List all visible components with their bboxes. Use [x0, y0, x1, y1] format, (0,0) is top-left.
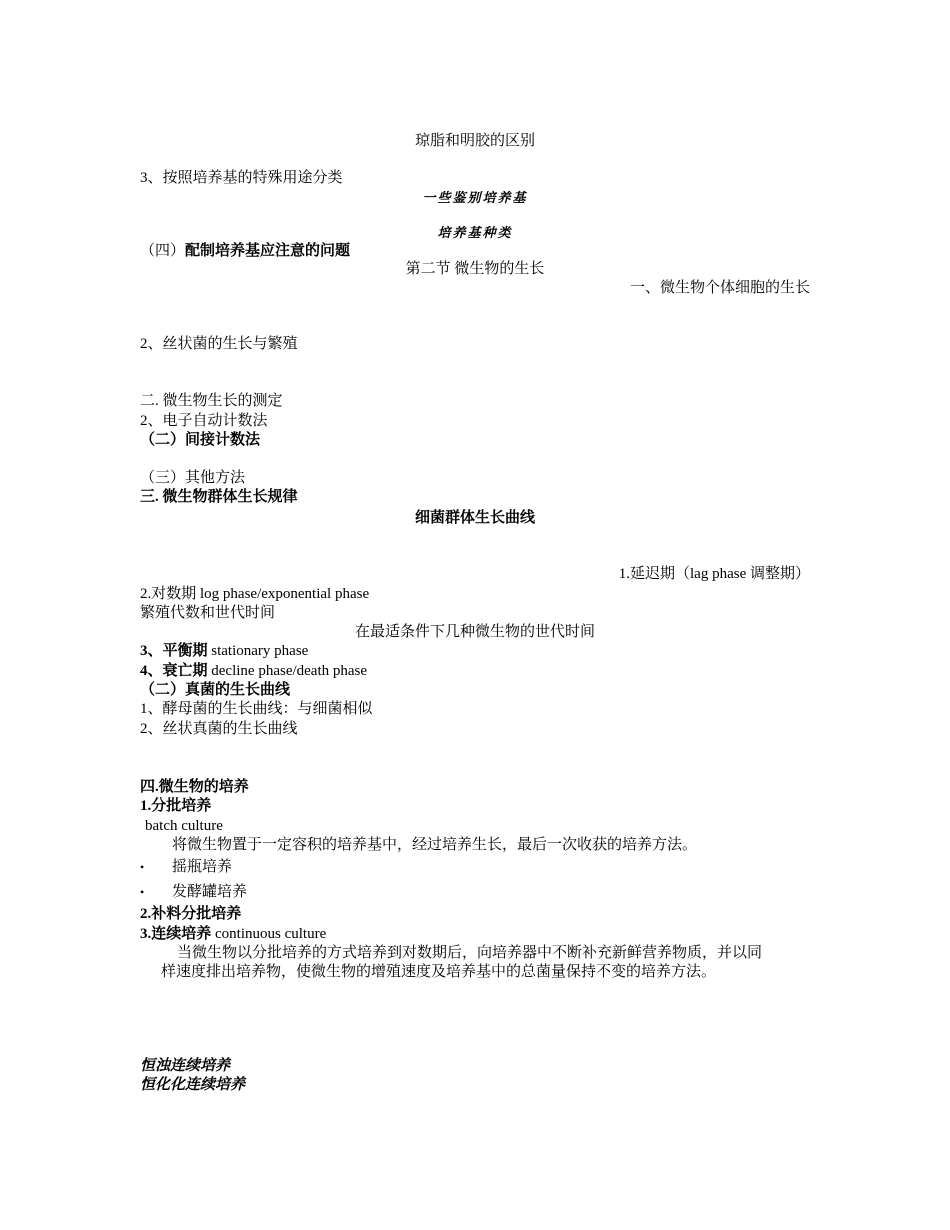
- item-stationary-label: 3、平衡期: [140, 643, 208, 659]
- heading-continuous-culture: [140, 925, 326, 944]
- heading-indirect-count: （二）间接计数法: [140, 432, 261, 448]
- item-stationary-phase: [140, 642, 308, 661]
- item-decline-label: 4、衰亡期: [140, 663, 208, 679]
- bullet-icon: •: [140, 885, 145, 899]
- item-filamentous-curve: 2、丝状真菌的生长曲线: [140, 721, 298, 737]
- heading-generation-time-table: 在最适条件下几种微生物的世代时间: [354, 624, 595, 640]
- section-title: 配制培养基应注意的问题: [185, 243, 351, 259]
- section-number: （四）: [140, 243, 186, 259]
- heading-chemostat: 恒化化连续培养: [140, 1077, 246, 1093]
- item-filamentous-growth: 2、丝状菌的生长与繁殖: [140, 336, 298, 352]
- heading-fungal-curve: （二）真菌的生长曲线: [140, 682, 291, 698]
- heading-differential-media: 一些鉴别培养基: [422, 190, 528, 205]
- continuous-definition-line1: 当微生物以分批培养的方式培养到对数期后，向培养器中不断补充新鲜营养物质，并以同: [177, 945, 763, 961]
- heading-other-methods: （三）其他方法: [140, 470, 246, 486]
- heading-individual-growth: 一、微生物个体细胞的生长: [629, 280, 810, 296]
- item-yeast-curve: 1、酵母菌的生长曲线：与细菌相似: [140, 701, 373, 717]
- section-medium-notes: [140, 242, 350, 261]
- item-stationary-english: stationary phase: [207, 643, 309, 659]
- heading-bacterial-curve: 细菌群体生长曲线: [414, 510, 535, 526]
- item-electronic-count: 2、电子自动计数法: [140, 413, 268, 429]
- heading-fed-batch: 2.补料分批培养: [140, 906, 242, 922]
- item-lag-phase: 1.延迟期（lag phase 调整期）: [618, 566, 810, 582]
- heading-media-types: 培养基种类: [437, 225, 513, 240]
- continuous-label: 3.连续培养: [140, 926, 212, 942]
- heading-turbidostat: 恒浊连续培养: [140, 1058, 231, 1074]
- continuous-definition-line2: 样速度排出培养物，使微生物的增殖速度及培养基中的总菌量保持不变的培养方法。: [161, 964, 717, 980]
- item-log-phase: 2.对数期 log phase/exponential phase: [140, 586, 370, 602]
- batch-culture-definition: 将微生物置于一定容积的培养基中，经过培养生长，最后一次收获的培养方法。: [172, 837, 698, 853]
- heading-agar-gelatin: 琼脂和明胶的区别: [414, 133, 535, 149]
- heading-growth-measurement: 二. 微生物生长的测定: [140, 393, 283, 409]
- item-special-purpose: 3、按照培养基的特殊用途分类: [140, 170, 343, 186]
- bullet-icon: •: [140, 860, 145, 874]
- item-generation-time: 繁殖代数和世代时间: [140, 605, 276, 621]
- list-item-shake-flask: 摇瓶培养: [172, 859, 233, 875]
- chapter-heading: 第二节 微生物的生长: [405, 261, 545, 277]
- batch-culture-english: batch culture: [145, 818, 223, 834]
- heading-cultivation: 四.微生物的培养: [140, 779, 249, 795]
- heading-batch-culture: 1.分批培养: [140, 798, 212, 814]
- continuous-english: continuous culture: [211, 926, 327, 942]
- item-decline-english: decline phase/death phase: [207, 663, 368, 679]
- list-item-fermenter: 发酵罐培养: [172, 884, 248, 900]
- item-decline-phase: [140, 662, 367, 681]
- heading-population-growth: 三. 微生物群体生长规律: [140, 489, 298, 505]
